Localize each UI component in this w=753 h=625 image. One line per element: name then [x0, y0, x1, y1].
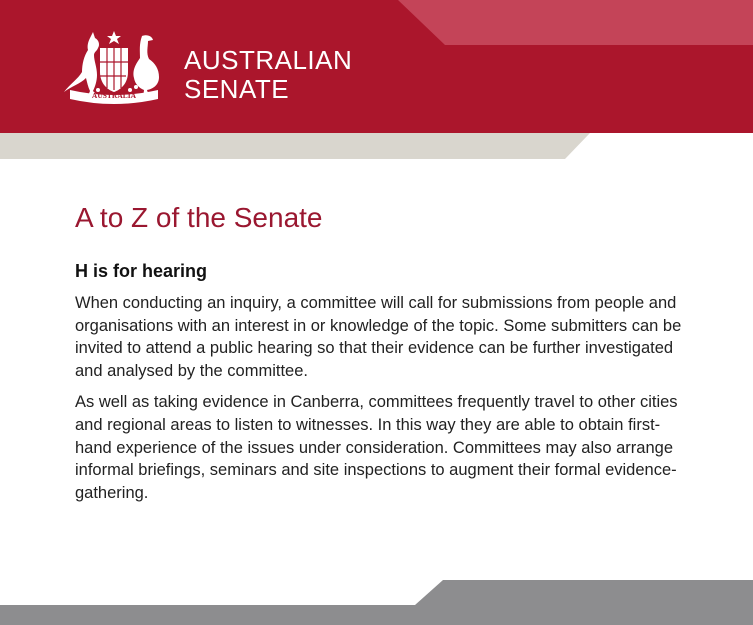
- article: [75, 200, 685, 504]
- paragraph-2: As well as taking evidence in Canberra, committees frequently travel to other cities and regional areas to listen to witnesses. In this way they are able to obtain first-hand experience of the issues under consideration. Committees may also arrange informal briefings, seminars and site inspections to augment their formal evidence-gathering.: [75, 393, 678, 502]
- footer-band: [0, 575, 753, 625]
- org-name-line1: AUSTRALIAN: [184, 45, 353, 75]
- org-name-line2: SENATE: [184, 74, 290, 104]
- header-banner: [0, 0, 753, 133]
- paragraph-1: When conducting an inquiry, a committee will call for submissions from people and organisations with an interest in or knowledge of the topic. Some submitters can be invited to attend a public hearing so that their evidence can be further investigated and analysed by the committee.: [75, 294, 682, 380]
- page-title: A to Z of the Senate: [75, 202, 323, 233]
- org-name: [184, 46, 352, 104]
- crest-banner-text: AUSTRALIA: [91, 91, 137, 100]
- section-heading: H is for hearing: [75, 261, 208, 281]
- coat-of-arms-icon: [60, 30, 168, 106]
- header-divider-band: [0, 133, 753, 159]
